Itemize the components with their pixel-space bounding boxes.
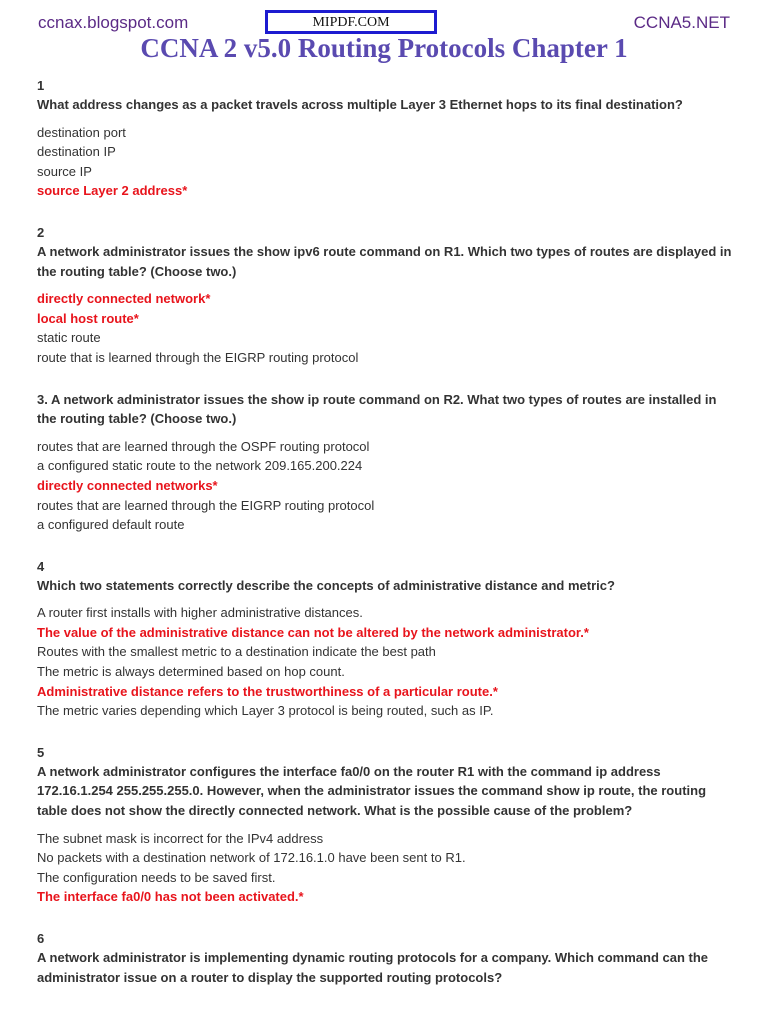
answer-option: source IP <box>37 163 92 179</box>
correct-answer: The value of the administrative distance can not be altered by the network administrator.* <box>37 624 589 640</box>
correct-answer: directly connected network* <box>37 291 211 307</box>
correct-answer: The interface fa0/0 has not been activated.* <box>37 889 304 905</box>
answer-option: The metric is always determined based on hop count. <box>37 664 345 680</box>
correct-answer: local host route* <box>37 310 139 326</box>
answer-option: The configuration needs to be saved first. <box>37 869 276 885</box>
question-list <box>37 76 737 1009</box>
answer-option: a configured static route to the network 209.165.200.224 <box>37 458 363 474</box>
question-number: 2 <box>37 224 45 240</box>
answer-option: routes that are learned through the OSPF routing protocol <box>37 438 370 454</box>
correct-answer: source Layer 2 address* <box>37 183 188 199</box>
answer-option: A router first installs with higher administrative distances. <box>37 605 363 621</box>
correct-answer: directly connected networks* <box>37 477 218 493</box>
question-text: Which two statements correctly describe the concepts of administrative distance and metric? <box>37 577 615 593</box>
question-text: A network administrator configures the interface fa0/0 on the router R1 with the command ip address 172.16.1.254 255.255.255.0. However, when the administrator issues the command show ip route, the routing table does not show the directly connected network. What is the possible cause of the problem? <box>37 763 707 819</box>
question-block <box>37 743 737 907</box>
question-block <box>37 390 737 535</box>
answer-option: route that is learned through the EIGRP routing protocol <box>37 349 359 365</box>
answer-option: No packets with a destination network of 172.16.1.0 have been sent to R1. <box>37 850 466 866</box>
header-center-site-box: MIPDF.COM <box>265 10 437 34</box>
question-number: 1 <box>37 78 45 93</box>
question-number: 5 <box>37 744 45 760</box>
answer-option: routes that are learned through the EIGRP routing protocol <box>37 497 375 513</box>
header-right-site: CCNA5.NET <box>633 13 730 32</box>
answer-option: The metric varies depending which Layer 3 protocol is being routed, such as IP. <box>37 703 494 719</box>
question-text: A network administrator issues the show ipv6 route command on R1. Which two types of routes are displayed in the routing table? (Choose two.) <box>37 243 732 279</box>
answer-option: destination IP <box>37 144 116 160</box>
question-text: 3. A network administrator issues the show ip route command on R2. What two types of routes are installed in the routing table? (Choose two.) <box>37 391 717 427</box>
question-text: A network administrator is implementing dynamic routing protocols for a company. Which command can the administrator issue on a router to display the supported routing protocols? <box>37 950 709 985</box>
page-title: CCNA 2 v5.0 Routing Protocols Chapter 1 <box>140 33 628 63</box>
answer-option: Routes with the smallest metric to a destination indicate the best path <box>37 644 436 660</box>
question-block <box>37 929 737 987</box>
answer-option: static route <box>37 330 101 346</box>
question-number: 4 <box>37 558 45 574</box>
question-block <box>37 76 737 201</box>
header-left-site: ccnax.blogspot.com <box>38 13 189 32</box>
question-text: What address changes as a packet travels across multiple Layer 3 Ethernet hops to its final destination? <box>37 97 683 112</box>
question-block <box>37 557 737 721</box>
answer-option: destination port <box>37 124 126 140</box>
correct-answer: Administrative distance refers to the trustworthiness of a particular route.* <box>37 683 498 699</box>
answer-option: a configured default route <box>37 517 185 533</box>
answer-option: The subnet mask is incorrect for the IPv4 address <box>37 830 324 846</box>
question-block <box>37 223 737 368</box>
question-number: 6 <box>37 931 45 946</box>
